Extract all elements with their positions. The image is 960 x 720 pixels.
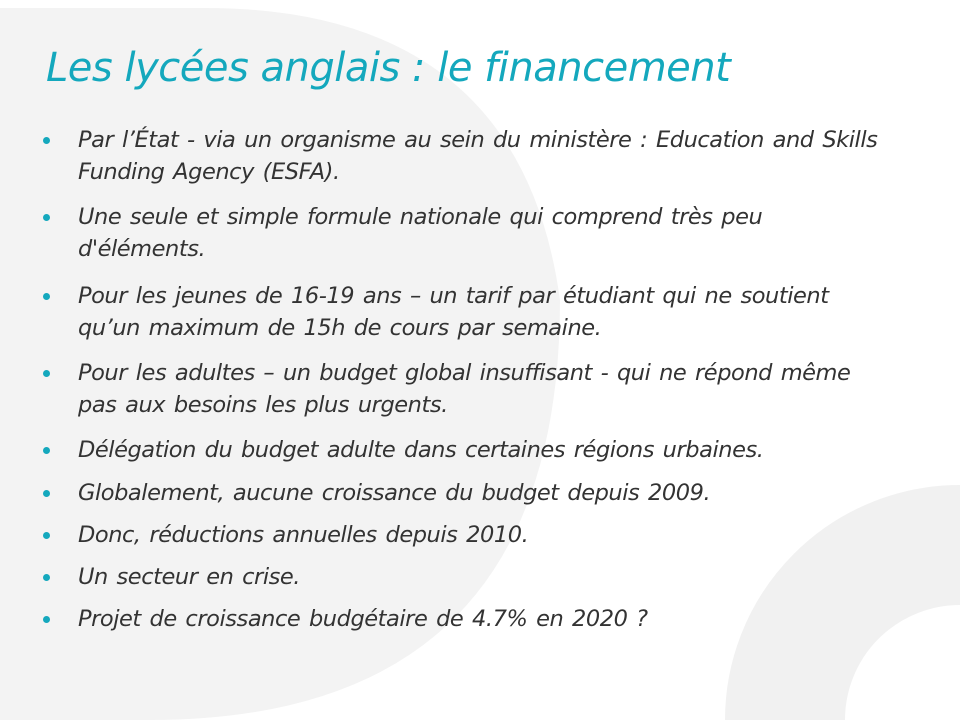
bullet-text: Pour les jeunes de 16-19 ans – un tarif par étudiant qui ne soutient qu’un maximum de 15h de cours par semaine. xyxy=(78,283,829,341)
bullet-dot-icon xyxy=(43,214,50,221)
bullet-text: Délégation du budget adulte dans certaines régions urbaines. xyxy=(78,437,764,463)
bullet-text: Projet de croissance budgétaire de 4.7% en 2020 ? xyxy=(78,606,648,632)
bullet-text: Une seule et simple formule nationale qui comprend très peu d'éléments. xyxy=(78,204,763,262)
bullet-text: Pour les adultes – un budget global insuffisant - qui ne répond même pas aux besoins les plus urgents. xyxy=(78,360,851,418)
bullet-dot-icon xyxy=(43,574,50,581)
bullet-text: Un secteur en crise. xyxy=(78,564,300,590)
bullet-text: Globalement, aucune croissance du budget depuis 2009. xyxy=(78,480,711,506)
bullet-dot-icon xyxy=(43,370,50,377)
bullet-text: Par l’État - via un organisme au sein du ministère : Education and Skills Funding Agency (ESFA). xyxy=(78,127,878,185)
bullet-dot-icon xyxy=(43,616,50,623)
bullet-text: Donc, réductions annuelles depuis 2010. xyxy=(78,522,529,548)
bullet-dot-icon xyxy=(43,447,50,454)
bullet-dot-icon xyxy=(43,293,50,300)
slide-title: Les lycées anglais : le financement xyxy=(46,45,731,91)
bullet-dot-icon xyxy=(43,532,50,539)
bullet-dot-icon xyxy=(43,490,50,497)
bullet-dot-icon xyxy=(43,137,50,144)
